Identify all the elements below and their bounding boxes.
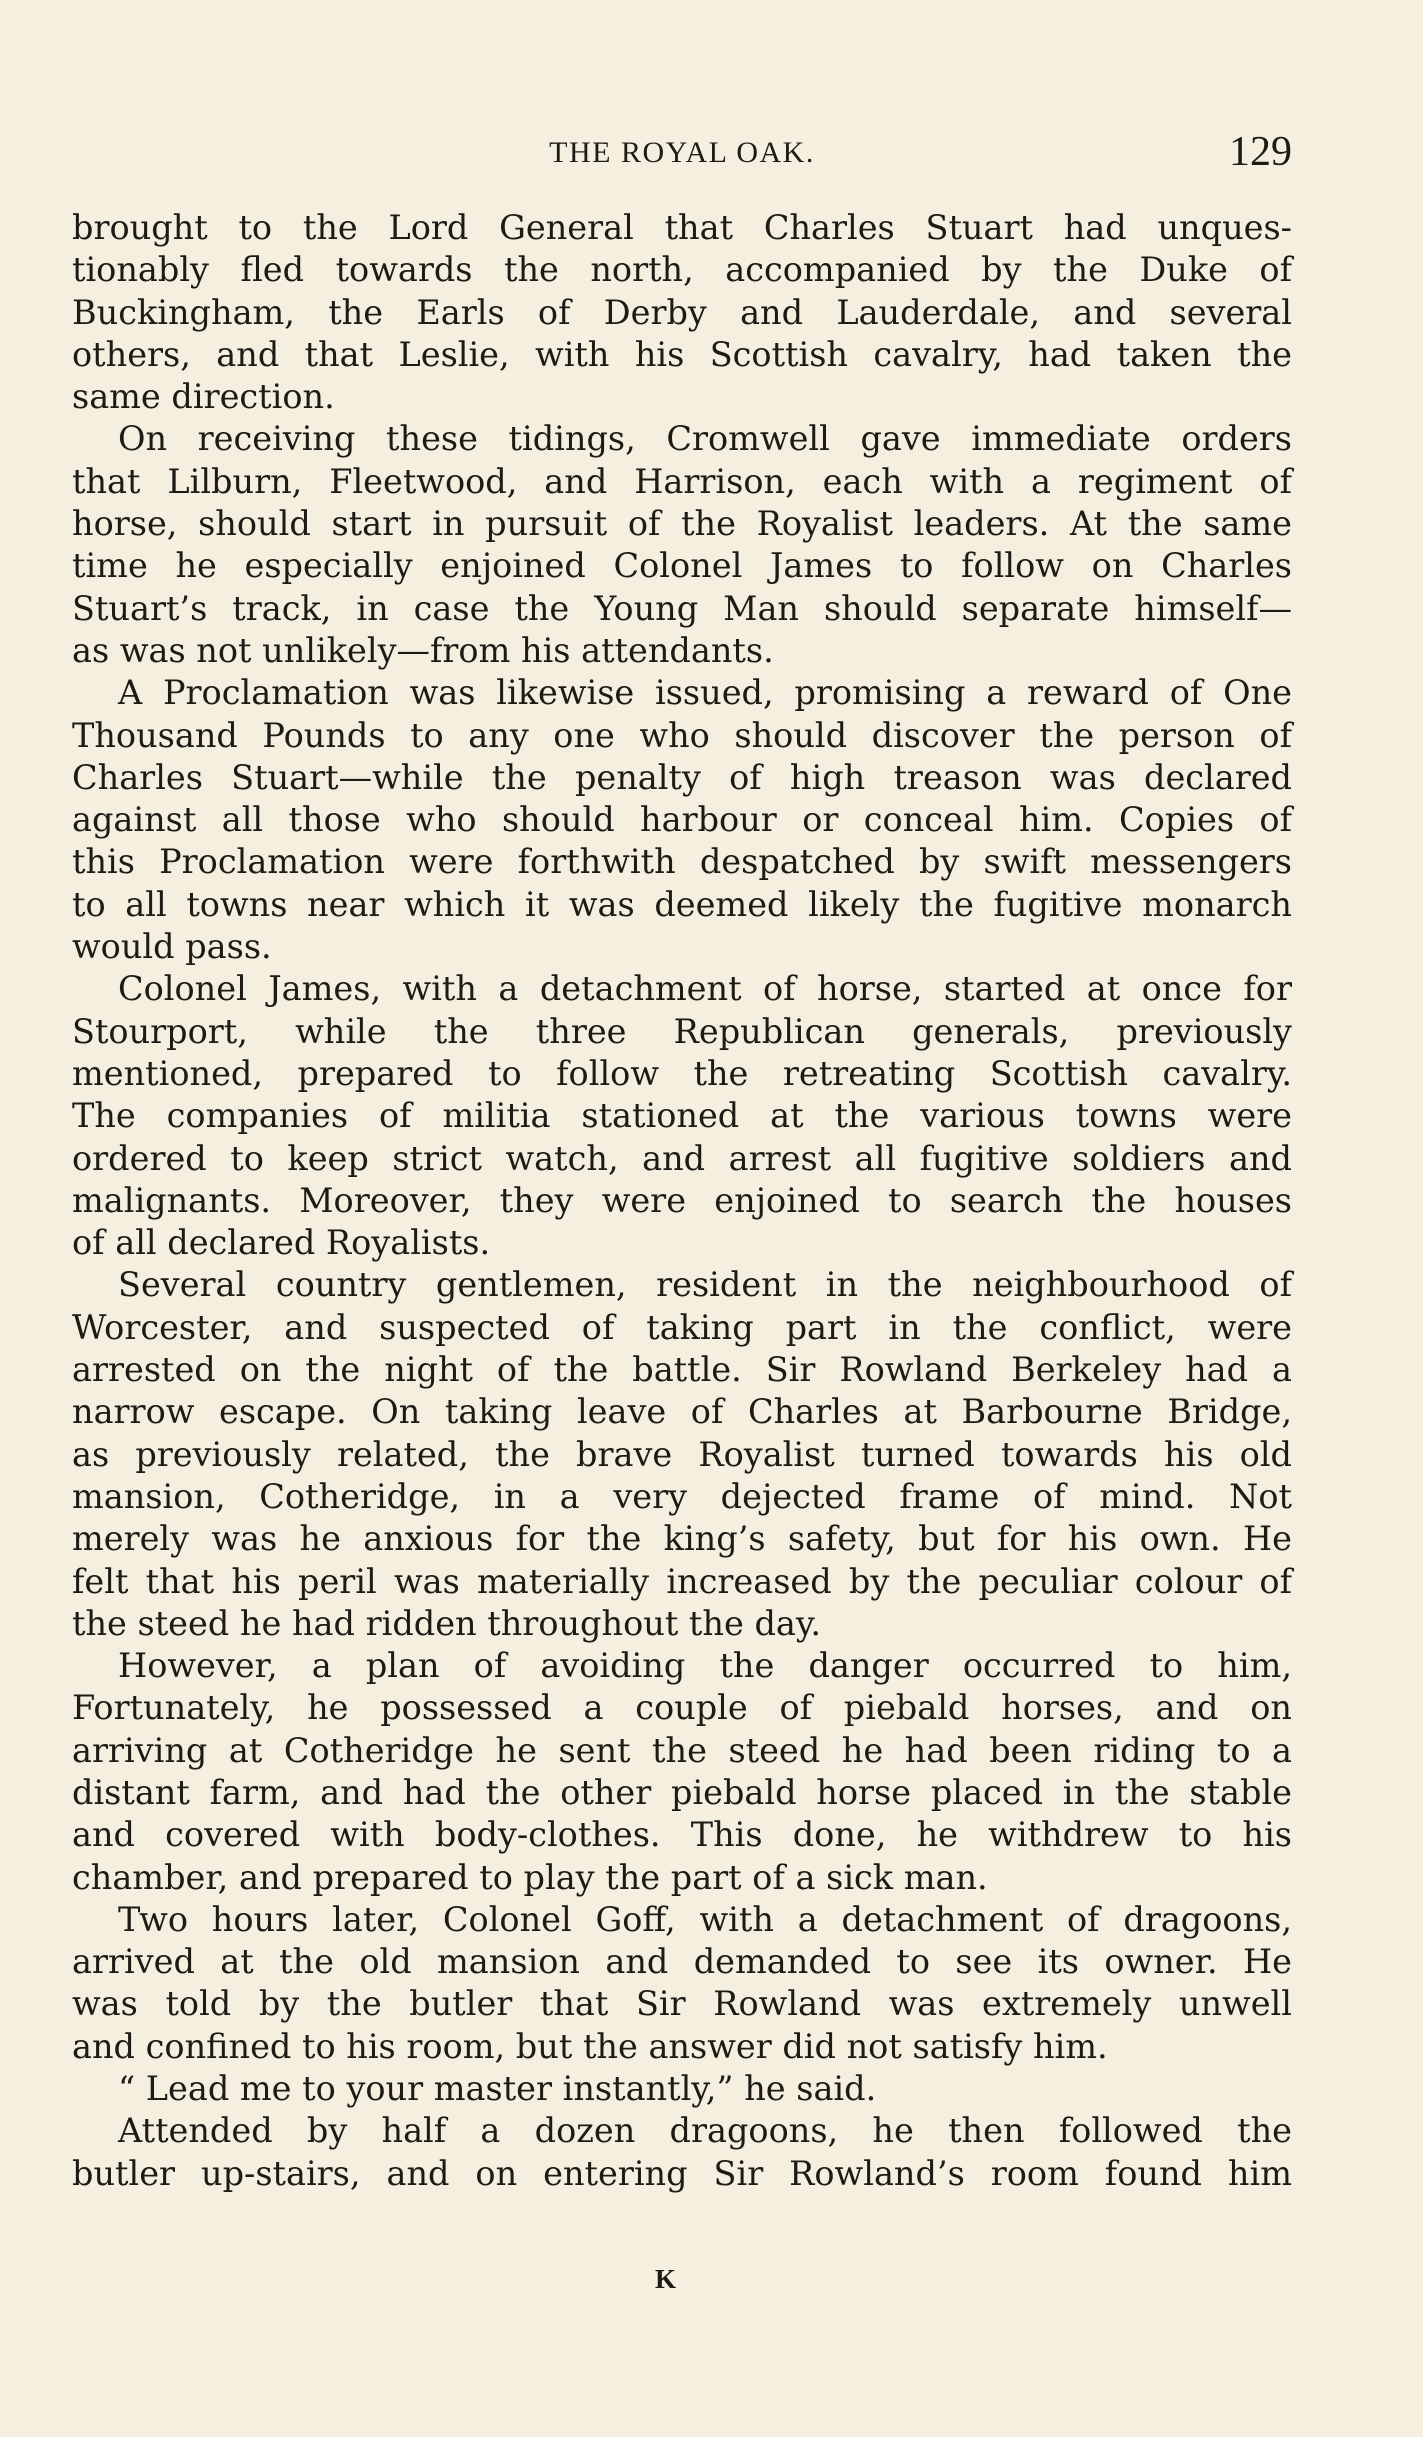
- paragraph-first-line: Colonel James, with a detachment of horse, started at once for: [118, 969, 1292, 1009]
- text-line: Stuart’s track, in case the Young Man should separate himself—: [72, 588, 1292, 628]
- text-line: mentioned, prepared to follow the retreating Scottish cavalry.: [72, 1053, 1292, 1093]
- text-line: Charles Stuart—while the penalty of high treason was declared: [72, 757, 1292, 797]
- running-title: THE ROYAL OAK.: [549, 136, 815, 169]
- text-line: others, and that Leslie, with his Scottish cavalry, had taken the: [72, 334, 1292, 374]
- paragraph-first-line: However, a plan of avoiding the danger occurred to him,: [118, 1646, 1292, 1686]
- paragraph-first-line: A Proclamation was likewise issued, promising a reward of One: [118, 673, 1292, 713]
- text-line: mansion, Cotheridge, in a very dejected frame of mind. Not: [72, 1476, 1292, 1516]
- text-line: time he especially enjoined Colonel James to follow on Charles: [72, 546, 1292, 586]
- text-line: Buckingham, the Earls of Derby and Lauderdale, and several: [72, 292, 1292, 332]
- running-head: [72, 128, 1292, 178]
- text-line: Worcester, and suspected of taking part in the conflict, were: [72, 1307, 1292, 1347]
- text-line: Fortunately, he possessed a couple of piebald horses, and on: [72, 1688, 1292, 1728]
- body-text: [72, 207, 1292, 2195]
- text-line: felt that his peril was materially increased by the peculiar colour of: [72, 1561, 1292, 1601]
- text-line: against all those who should harbour or conceal him. Copies of: [72, 800, 1292, 840]
- text-line: butler up-stairs, and on entering Sir Rowland’s room found him: [72, 2153, 1292, 2193]
- text-line: arrested on the night of the battle. Sir Rowland Berkeley had a: [72, 1350, 1292, 1390]
- text-line: distant farm, and had the other piebald horse placed in the stable: [72, 1772, 1292, 1812]
- text-line: to all towns near which it was deemed likely the fugitive monarch: [72, 884, 1292, 924]
- signature-mark: K: [654, 2264, 678, 2294]
- text-line: as was not unlikely—from his attendants.: [72, 630, 774, 670]
- text-line: same direction.: [72, 377, 335, 417]
- text-line: was told by the butler that Sir Rowland was extremely unwell: [72, 1984, 1292, 2024]
- text-line: horse, should start in pursuit of the Royalist leaders. At the same: [72, 504, 1292, 544]
- text-line: and covered with body-clothes. This done, he withdrew to his: [72, 1815, 1292, 1855]
- paragraph-first-line: Several country gentlemen, resident in the neighbourhood of: [118, 1265, 1292, 1305]
- text-line: merely was he anxious for the king’s safety, but for his own. He: [72, 1519, 1292, 1559]
- paragraph-first-line: “ Lead me to your master instantly,” he said.: [118, 2069, 877, 2109]
- paragraph-first-line: Two hours later, Colonel Goff, with a detachment of dragoons,: [118, 1899, 1292, 1939]
- text-line: of all declared Royalists.: [72, 1223, 491, 1263]
- text-line: as previously related, the brave Royalist turned towards his old: [72, 1434, 1292, 1474]
- text-line: this Proclamation were forthwith despatched by swift messengers: [72, 842, 1292, 882]
- text-line: brought to the Lord General that Charles Stuart had unques-: [72, 208, 1292, 247]
- text-line: would pass.: [72, 927, 272, 967]
- page-number: 129: [1229, 129, 1292, 175]
- text-line: arrived at the old mansion and demanded to see its owner. He: [72, 1942, 1292, 1982]
- text-line: Thousand Pounds to any one who should discover the person of: [72, 715, 1292, 755]
- text-line: ordered to keep strict watch, and arrest all fugitive soldiers and: [72, 1138, 1292, 1178]
- text-line: and confined to his room, but the answer did not satisfy him.: [72, 2026, 1108, 2066]
- paragraph-first-line: On receiving these tidings, Cromwell gave immediate orders: [118, 419, 1292, 459]
- text-line: The companies of militia stationed at the various towns were: [72, 1096, 1292, 1136]
- text-line: tionably fled towards the north, accompanied by the Duke of: [72, 250, 1292, 290]
- text-line: Stourport, while the three Republican generals, previously: [72, 1011, 1292, 1051]
- text-line: that Lilburn, Fleetwood, and Harrison, each with a regiment of: [72, 461, 1292, 501]
- text-line: arriving at Cotheridge he sent the steed he had been riding to a: [72, 1730, 1292, 1770]
- text-line: chamber, and prepared to play the part of a sick man.: [72, 1857, 988, 1897]
- text-line: the steed he had ridden throughout the day.: [72, 1603, 821, 1643]
- paragraph-first-line: Attended by half a dozen dragoons, he then followed the: [118, 2111, 1292, 2151]
- text-line: narrow escape. On taking leave of Charles at Barbourne Bridge,: [72, 1392, 1292, 1432]
- text-line: malignants. Moreover, they were enjoined to search the houses: [72, 1180, 1292, 1220]
